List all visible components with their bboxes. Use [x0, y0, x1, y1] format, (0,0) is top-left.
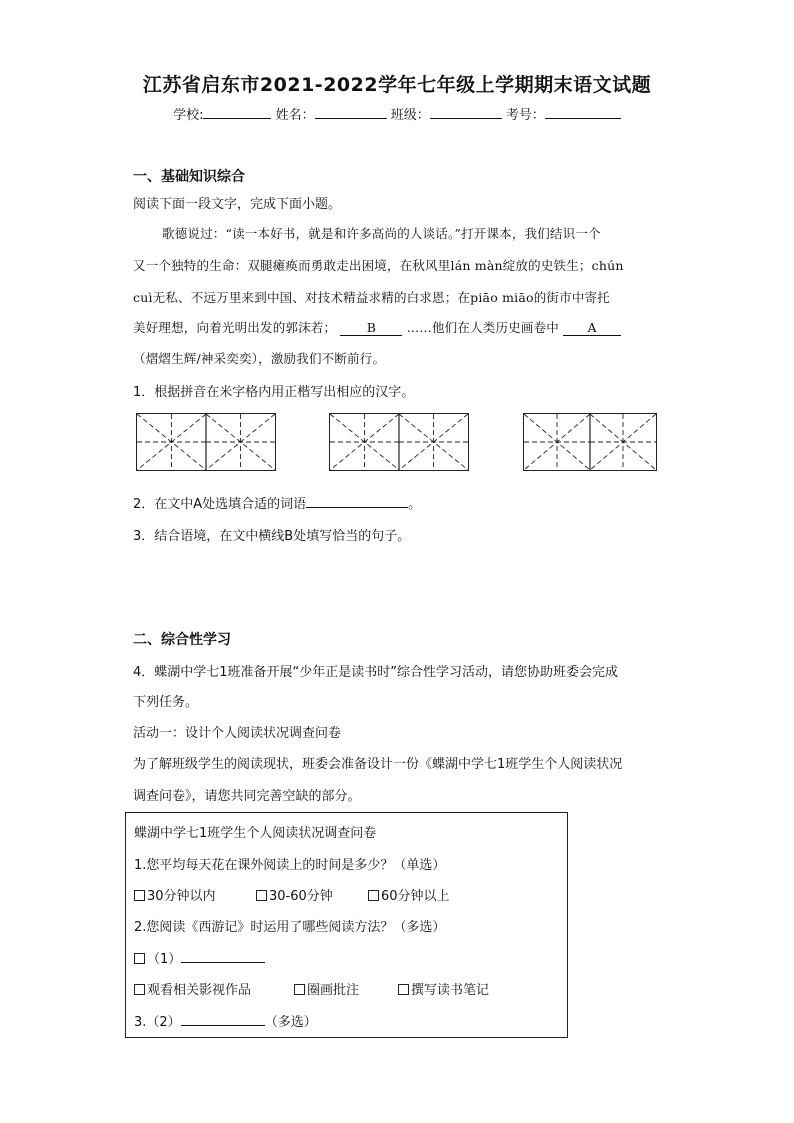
writing-grid-2[interactable]: [329, 413, 469, 471]
number-blank[interactable]: [545, 106, 621, 119]
survey-question-3: 3.（2） （多选）: [134, 1015, 317, 1030]
survey-q1-options: [134, 885, 450, 904]
writing-grid-3[interactable]: [523, 413, 657, 471]
question-2-text: 2．在文中A处选填合适的词语: [133, 497, 307, 512]
student-info-line: [0, 104, 794, 123]
survey-box: [125, 812, 568, 1038]
passage-line-4: [133, 318, 621, 336]
class-blank[interactable]: [430, 106, 502, 119]
checkbox-icon[interactable]: [398, 984, 409, 995]
page-title: 江苏省启东市2021-2022学年七年级上学期期末语文试题: [142, 74, 652, 96]
class-label: 班级：: [390, 108, 430, 123]
checkbox-icon[interactable]: [294, 984, 305, 995]
checkbox-icon[interactable]: [134, 984, 145, 995]
mizi-grid-lines: [137, 414, 275, 470]
option-annotate[interactable]: 圈画批注: [294, 979, 398, 998]
school-blank[interactable]: [203, 106, 271, 119]
writing-grid-1[interactable]: [136, 413, 276, 471]
school-label: 学校:: [173, 108, 204, 123]
name-label: 姓名：: [275, 108, 315, 123]
section2-heading: 二、综合性学习: [133, 632, 231, 648]
description-line-1: 为了解班级学生的阅读现状，班委会准备设计一份《蝶湖中学七1班学生个人阅读状况: [133, 757, 623, 772]
blank-b[interactable]: B: [340, 320, 402, 336]
passage-line-4b: ……他们在人类历史画卷中: [406, 320, 559, 335]
question-2-end: 。: [408, 497, 422, 512]
passage-line-5: （熠熠生辉/神采奕奕），激励我们不断前行。: [133, 351, 386, 366]
mizi-grid-lines: [330, 414, 468, 470]
checkbox-icon[interactable]: [134, 953, 145, 964]
survey-blank-1[interactable]: [181, 950, 265, 963]
passage-line-4a: 美好理想，向着光明出发的郭沫若；: [133, 320, 337, 335]
survey-blank-2[interactable]: [181, 1013, 265, 1026]
survey-title: 蝶湖中学七1班学生个人阅读状况调查问卷: [134, 826, 377, 841]
number-label: 考号：: [505, 108, 545, 123]
passage-line-1: 歌德说过：“读一本好书，就是和许多高尚的人谈话。”打开课本，我们结识一个: [162, 226, 601, 241]
option-watch-films[interactable]: 观看相关影视作品: [134, 979, 294, 998]
blank-a[interactable]: A: [563, 320, 621, 336]
question-3: 3．结合语境，在文中横线B处填写恰当的句子。: [133, 529, 411, 544]
survey-question-1: 1.您平均每天花在课外阅读上的时间是多少？（单选）: [134, 858, 446, 873]
name-blank[interactable]: [315, 106, 387, 119]
option-60min-plus[interactable]: 60分钟以上: [368, 885, 450, 904]
option-30-60min[interactable]: 30-60分钟: [256, 885, 368, 904]
option-reading-notes[interactable]: 撰写读书笔记: [398, 979, 489, 998]
option-30min[interactable]: 30分钟以内: [134, 885, 256, 904]
section1-instruction: 阅读下面一段文字，完成下面小题。: [133, 197, 342, 212]
activity-1: 活动一：设计个人阅读状况调查问卷: [133, 726, 342, 741]
question-2-blank[interactable]: [306, 495, 408, 508]
checkbox-icon[interactable]: [134, 890, 145, 901]
question-2: [133, 493, 421, 512]
survey-q2-options: [134, 979, 489, 998]
passage-line-3: cuì无私、不远万里来到中国、对技术精益求精的白求恩；在piāo miāo的街市中寄托: [133, 290, 610, 305]
passage-line-2: 又一个独特的生命：双腿瘫痪而勇敢走出困境，在秋风里lán màn绽放的史铁生；chún: [133, 258, 624, 273]
question-1: 1．根据拼音在米字格内用正楷写出相应的汉字。: [133, 385, 415, 400]
question-4-line-2: 下列任务。: [133, 695, 199, 710]
mizi-grid-lines: [524, 414, 656, 470]
checkbox-icon[interactable]: [256, 890, 267, 901]
survey-q2-blank-option[interactable]: （1）: [134, 948, 265, 967]
description-line-2: 调查问卷》，请您共同完善空缺的部分。: [133, 789, 361, 804]
question-4-line-1: 4．蝶湖中学七1班准备开展“少年正是读书时”综合性学习活动，请您协助班委会完成: [133, 665, 619, 680]
section1-heading: 一、基础知识综合: [133, 169, 245, 185]
survey-question-2: 2.您阅读《西游记》时运用了哪些阅读方法？（多选）: [134, 920, 446, 935]
checkbox-icon[interactable]: [368, 890, 379, 901]
